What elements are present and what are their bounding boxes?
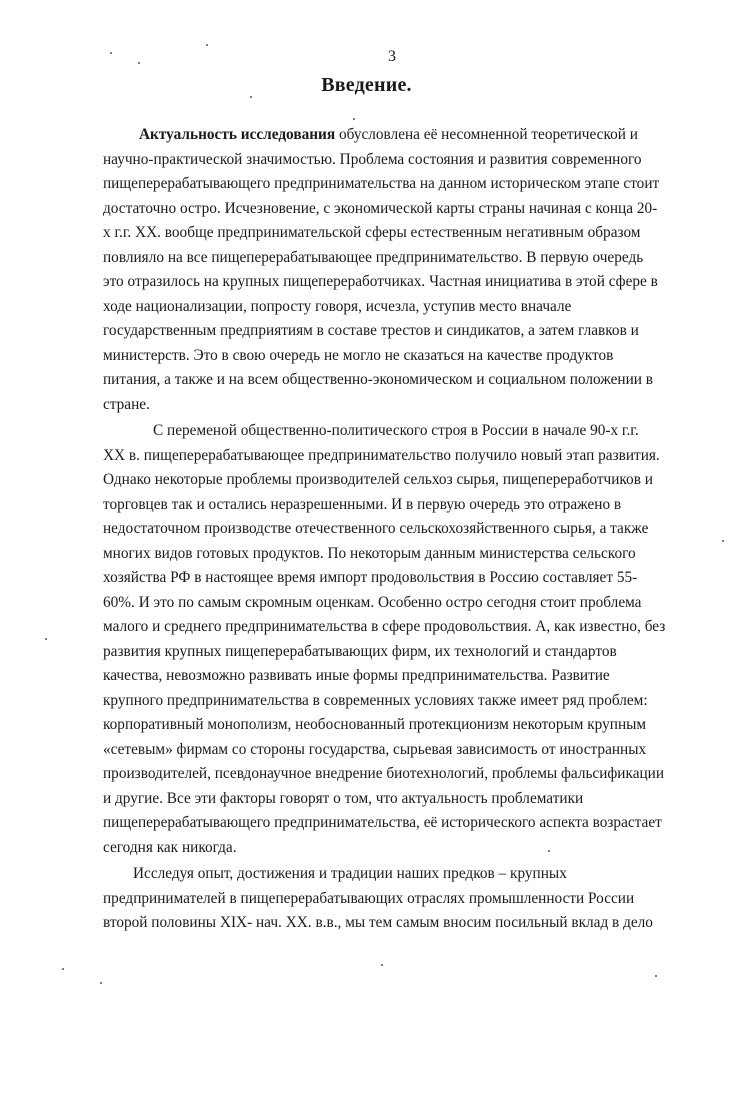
paragraph-2-line-3: Однако некоторые проблемы производителей сельхоз сырья, пищепереработчиков и xyxy=(103,471,653,488)
paragraph-2-line-2: XX в. пищеперерабатывающее предпринимательство получило новый этап развития. xyxy=(103,446,660,464)
paragraph-1-line-7: это отразилось на крупных пищепереработчиках. Частная инициатива в этой сфере в xyxy=(103,273,658,290)
paragraph-2-line-16: и другие. Все эти факторы говорят о том, что актуальность проблематики xyxy=(103,789,584,807)
paragraph-2-line-11: качества, невозможно развивать иные формы предпринимательства. Развитие xyxy=(103,667,610,684)
paragraph-3-line-1: Исследуя опыт, достижения и традиции наших предков – крупных xyxy=(133,865,567,882)
paragraph-1-line-4: достаточно остро. Исчезновение, с экономической карты страны начиная с конца 20- xyxy=(103,199,658,217)
paragraph-2-line-18: сегодня как никогда. xyxy=(103,838,237,856)
paragraph-2-line-5: недостаточном производстве отечественного сельскохозяйственного сырья, а также xyxy=(103,520,649,537)
paragraph-1-line-6: повлияло на все пищеперерабатывающее предпринимательство. В первую очередь xyxy=(103,248,644,266)
paragraph-1-line-1: Актуальность исследования обусловлена её несомненной теоретической и xyxy=(139,126,638,143)
paragraph-1-line-12: стране. xyxy=(103,395,150,413)
scan-speck xyxy=(548,850,550,852)
scan-speck xyxy=(206,44,208,46)
paragraph-2-line-1: С переменой общественно-политического строя в России в начале 90-х г.г. xyxy=(153,422,639,439)
paragraph-2-line-12: крупного предпринимательства в современных условиях также имеет ряд проблем: xyxy=(103,691,648,709)
paragraph-1-line-11: питания, а также и на всем общественно-экономическом и социальном положении в xyxy=(103,371,654,388)
paragraph-1-line-10: министерств. Это в свою очередь не могло не сказаться на качестве продуктов xyxy=(103,346,614,364)
paragraph-1-line-5: х г.г. XX. вообще предпринимательской сферы естественным негативным образом xyxy=(103,224,641,241)
paragraph-1-line-8: ходе национализации, попросту говоря, исчезла, уступив место вначале xyxy=(103,297,572,315)
scan-speck xyxy=(381,964,383,966)
scan-speck xyxy=(45,638,47,640)
page-title: Введение. xyxy=(321,74,412,96)
paragraph-2-line-9: малого и среднего предпринимательства в сфере продовольствия. А, как известно, без xyxy=(103,618,666,635)
scan-speck xyxy=(110,52,112,54)
paragraph-2-line-10: развития крупных пищеперерабатывающих фирм, их технологий и стандартов xyxy=(103,642,617,660)
scan-speck xyxy=(353,118,355,120)
scan-speck xyxy=(722,540,724,542)
scan-speck xyxy=(250,96,252,98)
paragraph-1-line-9: государственным предприятиям в составе трестов и синдикатов, а затем главков и xyxy=(103,322,639,339)
emphasis-lead: Актуальность исследования xyxy=(139,126,336,143)
paragraph-2-line-7: хозяйства РФ в настоящее время импорт продовольствия в Россию составляет 55- xyxy=(103,569,638,586)
paragraph-2-line-8: 60%. И это по самым скромным оценкам. Особенно остро сегодня стоит проблема xyxy=(103,593,642,611)
paragraph-2-line-17: пищеперерабатывающего предпринимательства, её исторического аспекта возрастает xyxy=(103,814,662,831)
scan-speck xyxy=(62,968,64,970)
paragraph-1-line-3: пищеперерабатывающего предпринимательства на данном историческом этапе стоит xyxy=(103,175,660,192)
paragraph-2-line-13: корпоративный монополизм, необоснованный протекционизм некоторым крупным xyxy=(103,716,647,733)
scan-speck xyxy=(138,62,140,64)
paragraph-2-line-14: «сетевым» фирмам со стороны государства, сырьевая зависимость от иностранных xyxy=(103,740,647,758)
scan-speck xyxy=(100,982,102,984)
paragraph-2-line-6: многих видов готовых продуктов. По некоторым данным министерства сельского xyxy=(103,544,636,562)
paragraph-1-line-2: научно-практической значимостью. Проблема состояния и развития современного xyxy=(103,150,642,168)
page-number: 3 xyxy=(388,48,396,65)
body-text xyxy=(103,123,666,936)
paragraph-2-line-4: торговцев так и остались неразрешенными. И в первую очередь это отражено в xyxy=(103,495,622,513)
paragraph-3-line-2: предпринимателей в пищеперерабатывающих отраслях промышленности России xyxy=(103,889,635,907)
scan-speck xyxy=(655,975,657,977)
paragraph-3-line-3: второй половины XIX- нач. XX. в.в., мы тем самым вносим посильный вклад в дело xyxy=(103,914,653,931)
paragraph-2-line-15: производителей, псевдонаучное внедрение биотехнологий, проблемы фальсификации xyxy=(103,765,665,782)
